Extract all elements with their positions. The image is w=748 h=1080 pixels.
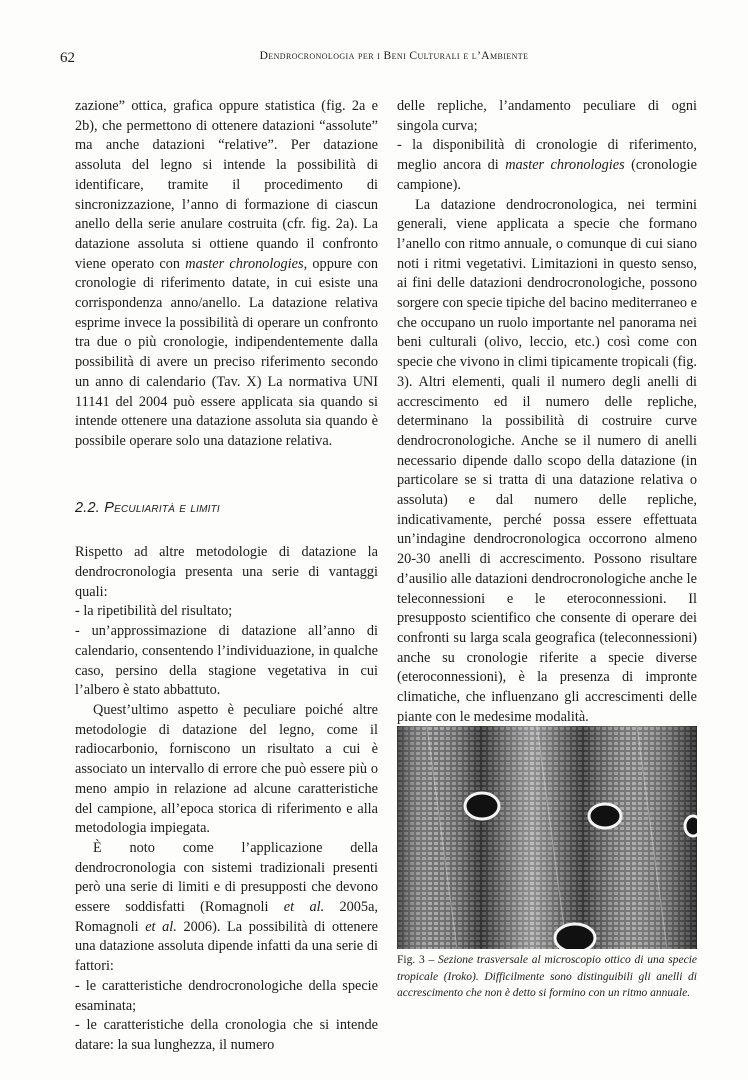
- section-heading: 2.2. Peculiarità e limiti: [75, 499, 220, 516]
- page-number: 62: [60, 50, 75, 66]
- paragraph: Quest’ultimo aspetto è peculiare poiché altre metodologie di datazione del legno, come il radiocarbonio, forniscono un risultato a cui è associato un intervallo di errore che può essere più o meno ampio in relazione ad alcune caratteristiche del campione, all’epoca storica di riferimento e alla metodologia impiegata.: [75, 701, 378, 837]
- paragraph: È noto come l’applicazione della dendrocronologia con sistemi tradizionali presenti però una serie di limiti e di presupposti che devono essere soddisfatti (Romagnoli et al. 2005a, Romagnoli et al. 2006). La possibilità di ottenere una datazione assoluta dipende infatti da una serie di fattori:: [75, 839, 378, 975]
- list-item: - un’approssimazione di datazione all’anno di calendario, consentendo l’individuazione, in qualche caso, persino della stagione vegetativa in cui l’albero è stato abbattuto.: [75, 623, 378, 699]
- left-column: [75, 97, 378, 1056]
- list-item: - le caratteristiche dendrocronologiche della specie esaminata;: [75, 977, 378, 1014]
- paragraph: Rispetto ad altre metodologie di datazione la dendrocronologia presenta una serie di vantaggi quali:: [75, 544, 378, 600]
- figure-caption: Fig. 3 – Sezione trasversale al microscopio ottico di una specie tropicale (Iroko). Difficilmente sono distinguibili gli anelli di accrescimento che non è detto si formino con un ritmo annuale.: [397, 954, 697, 999]
- list-item: delle repliche, l’andamento peculiare di ogni singola curva;: [397, 98, 697, 134]
- paragraph: La datazione dendrocronologica, nei termini generali, viene applicata a specie che formano l’anello con ritmo annuale, o comunque di cui siano noti i ritmi vegetativi. Limitazioni in questo senso, ai fini delle datazioni dendrocronologiche, possono sorgere con specie tipiche del bacino mediterraneo e che occupano un ruolo importante nel panorama nei beni culturali (olivo, leccio, etc.) così come con specie che vivono in climi tipicamente tropicali (fig. 3). Altri elementi, quali il numero degli anelli di accrescimento ed il numero delle repliche, determinano la possibilità di costruire curve dendrocronologiche. Anche se il numero di anelli necessario dipende dallo scopo della datazione (in particolare se si tratta di una datazione relativa o assoluta) e dal numero delle repliche, indicativamente, perché possa essere effettuata un’indagine dendrocronologica occorrono almeno 20-30 anelli di accrescimento. Possono risultare d’ausilio alle datazioni dendrocronologiche anche le teleconnessioni e le eteroconnessioni. Il presupposto scientifico che consente di operare dei confronti su larga scala geografica (teleconnessioni) anche su cronologie riferite a specie diverse (eteroconnessioni), è la presenza di impronte climatiche, che influenzano gli accrescimenti delle piante con le medesime modalità.: [397, 196, 697, 725]
- wood-cross-section-image: [397, 726, 697, 949]
- italic-term: master chronologies: [185, 255, 304, 272]
- micrograph-figure: [397, 726, 697, 949]
- list-item: - la ripetibilità del risultato;: [75, 603, 233, 620]
- right-column: [397, 97, 697, 728]
- running-header: Dendrocronologia per i Beni Culturali e l’Ambiente: [259, 50, 529, 62]
- paragraph: zazione” ottica, grafica oppure statistica (fig. 2a e 2b), che permettono di ottenere datazioni “assolute” ma anche datazioni “relative”. Per datazione assoluta del legno si intende la possibilità di identificare, tramite il procedimento di sincronizzazione, l’anno di formazione di ciascun anello della serie anulare costruita (cfr. fig. 2a). La datazione assoluta si ottiene quando il confronto viene operato con master chronologies, oppure con cronologie di riferimento datate, in cui esiste una corrispondenza anno/anello. La datazione relativa esprime invece la possibilità di operare un confronto tra due o più cronologie, indipendentemente dalla possibilità di avere un preciso riferimento secondo un anno di calendario (Tav. X) La normativa UNI 11141 del 2004 può essere applicata sia quando si intende ottenere una datazione assoluta sia quando è possibile operare solo una datazione relativa.: [75, 98, 378, 449]
- list-item: - le caratteristiche della cronologia che si intende datare: la sua lunghezza, il numero: [75, 1017, 378, 1053]
- list-item: - la disponibilità di cronologie di riferimento, meglio ancora di master chronologies (cronologie campione).: [397, 137, 697, 193]
